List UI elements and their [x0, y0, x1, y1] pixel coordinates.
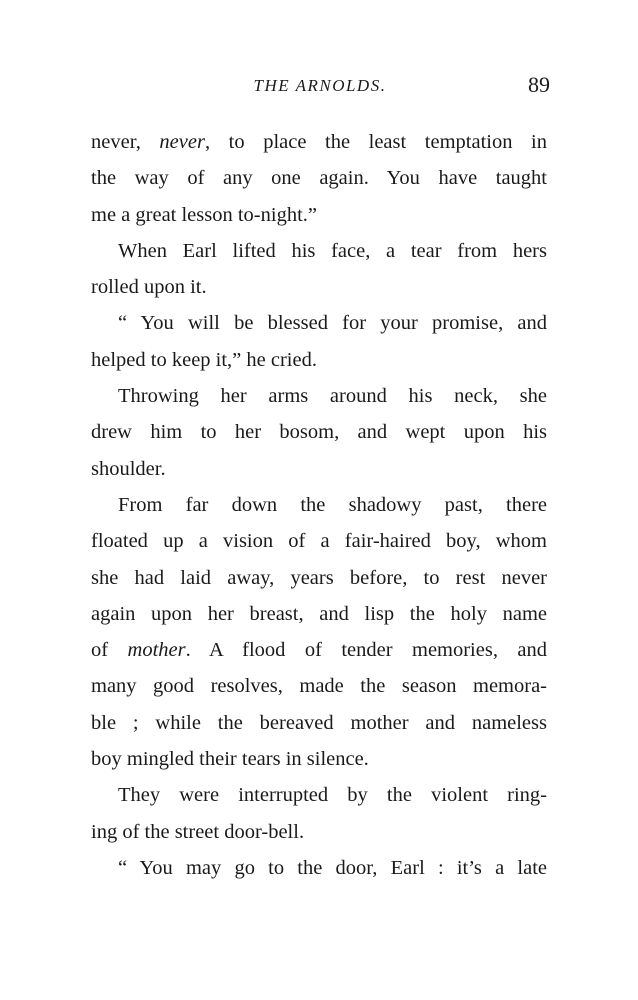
text-line: [91, 378, 547, 414]
text-line: [91, 124, 547, 160]
text-span: again upon her breast, and lisp the holy name: [91, 602, 547, 625]
text-line: [91, 705, 547, 741]
text-span: me a great lesson to-night.”: [91, 203, 318, 226]
text-line: [91, 523, 547, 559]
text-span: They were interrupted by the violent ring-: [118, 784, 547, 807]
text-span: “ You will be blessed for your promise, and: [118, 312, 547, 335]
text-line: [91, 414, 547, 450]
text-span: helped to keep it,” he cried.: [91, 348, 317, 371]
page-number: 89: [528, 72, 550, 97]
text-span: ble ; while the bereaved mother and nameless: [91, 711, 547, 734]
text-span: , to place the least temptation in: [204, 131, 547, 153]
text-line: [91, 777, 547, 813]
page-header: [90, 72, 550, 102]
text-span: rolled upon it.: [91, 276, 207, 299]
text-span: floated up a vision of a fair-haired boy, whom: [91, 530, 547, 553]
text-span: shoulder.: [91, 457, 166, 480]
text-span: When Earl lifted his face, a tear from hers: [118, 239, 547, 262]
text-span: she had laid away, years before, to rest never: [91, 566, 547, 589]
text-span: . A flood of tender memories, and: [185, 639, 547, 662]
body-text: [91, 124, 547, 886]
text-span: Throwing her arms around his neck, she: [118, 385, 547, 408]
text-span: drew him to her bosom, and wept upon his: [91, 421, 547, 444]
text-line: [91, 668, 547, 704]
text-line: [91, 487, 547, 523]
text-span: the way of any one again. You have taught: [91, 167, 547, 190]
text-span: From far down the shadowy past, there: [118, 493, 547, 516]
text-span: “ You may go to the door, Earl : it’s a late: [118, 856, 547, 879]
text-line: [91, 451, 547, 487]
text-line: [91, 305, 547, 341]
text-line: [91, 596, 547, 632]
text-line: [91, 160, 547, 196]
text-span: never,: [91, 131, 160, 153]
text-line: [91, 741, 547, 777]
text-span: boy mingled their tears in silence.: [91, 748, 369, 771]
text-line: [91, 197, 547, 233]
text-line: [91, 560, 547, 596]
text-span: many good resolves, made the season memora-: [91, 675, 547, 698]
text-line: [91, 814, 547, 850]
text-line: [91, 632, 547, 668]
text-line: [91, 233, 547, 269]
text-line: [91, 850, 547, 886]
text-line: [91, 269, 547, 305]
italic-text: mother: [127, 639, 186, 662]
italic-text: never: [159, 131, 205, 153]
text-span: ing of the street door-bell.: [91, 820, 305, 843]
running-title: THE ARNOLDS.: [253, 76, 387, 95]
text-span: of: [91, 639, 128, 662]
text-line: [91, 342, 547, 378]
